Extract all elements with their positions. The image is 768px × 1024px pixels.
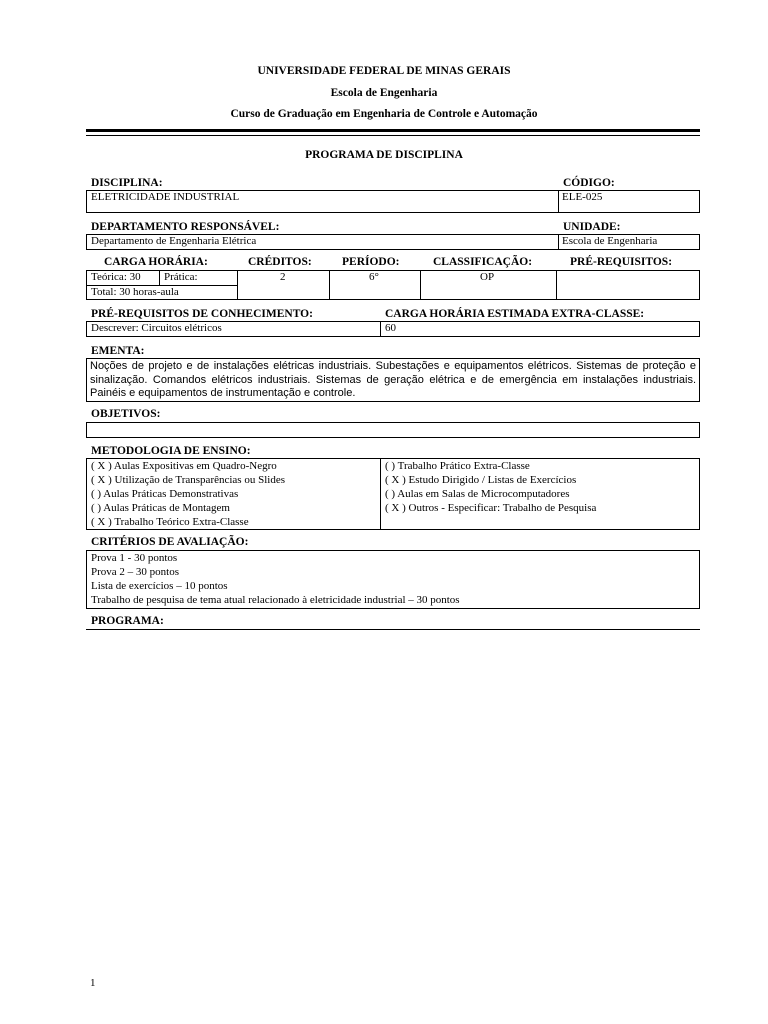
prerequisitos-header: PRÉ-REQUISITOS: bbox=[570, 256, 673, 268]
prereq-conhecimento-value: Descrever: Circuitos elétricos bbox=[91, 322, 222, 334]
unidade-label: UNIDADE: bbox=[563, 221, 621, 233]
criterios-list bbox=[91, 551, 460, 607]
programa-label: PROGRAMA: bbox=[91, 615, 164, 627]
page-number: 1 bbox=[90, 977, 96, 989]
ementa-label: EMENTA: bbox=[91, 345, 145, 357]
metodologia-divider bbox=[380, 458, 381, 530]
document-title: PROGRAMA DE DISCIPLINA bbox=[305, 149, 463, 161]
unidade-value: Escola de Engenharia bbox=[562, 235, 658, 247]
header-thick-rule bbox=[86, 129, 700, 132]
carga-horaria-header: CARGA HORÁRIA: bbox=[104, 256, 208, 268]
creditos-header: CRÉDITOS: bbox=[248, 256, 312, 268]
disciplina-label: DISCIPLINA: bbox=[91, 177, 163, 189]
carga-col-divider-4 bbox=[556, 270, 557, 300]
carga-pratica: Prática: bbox=[164, 271, 198, 283]
metodologia-item: ( ) Aulas em Salas de Microcomputadores bbox=[385, 488, 570, 500]
metodologia-item: ( ) Aulas Práticas Demonstrativas bbox=[91, 488, 239, 500]
metodologia-item: ( ) Aulas Práticas de Montagem bbox=[91, 502, 230, 514]
carga-col-divider-3 bbox=[420, 270, 421, 300]
header-thin-rule bbox=[86, 135, 700, 136]
codigo-value: ELE-025 bbox=[562, 191, 603, 203]
criterio-item: Prova 2 – 30 pontos bbox=[91, 566, 179, 578]
metodologia-item: ( X ) Utilização de Transparências ou Slides bbox=[91, 474, 285, 486]
carga-teorica: Teórica: 30 bbox=[91, 271, 141, 283]
carga-col-divider-2 bbox=[329, 270, 330, 300]
codigo-label: CÓDIGO: bbox=[563, 177, 615, 189]
periodo-value: 6° bbox=[369, 271, 379, 283]
metodologia-item: ( X ) Aulas Expositivas em Quadro-Negro bbox=[91, 460, 277, 472]
ementa-text: Noções de projeto e de instalações elétricas industriais. Subestações e equipamentos elétricos. Sistemas de proteção e sinalização. Comandos elétricos industriais. Sistemas de geração elétrica e de emergência em instalações industriais. Painéis e equipamentos de instrumentação e controle. bbox=[90, 360, 696, 399]
departamento-value: Departamento de Engenharia Elétrica bbox=[91, 235, 257, 247]
carga-col-divider-1 bbox=[237, 270, 238, 300]
carga-extra-label: CARGA HORÁRIA ESTIMADA EXTRA-CLASSE: bbox=[385, 308, 645, 320]
departamento-label: DEPARTAMENTO RESPONSÁVEL: bbox=[91, 221, 280, 233]
prereq-conhecimento-label: PRÉ-REQUISITOS DE CONHECIMENTO: bbox=[91, 308, 313, 320]
criterio-item: Prova 1 - 30 pontos bbox=[91, 552, 178, 564]
school-name: Escola de Engenharia bbox=[330, 87, 438, 99]
carga-extra-value: 60 bbox=[385, 322, 396, 334]
carga-teorica-divider bbox=[159, 270, 160, 285]
disciplina-value: ELETRICIDADE INDUSTRIAL bbox=[91, 191, 240, 203]
classificacao-header: CLASSIFICAÇÃO: bbox=[433, 256, 533, 268]
metodologia-item: ( X ) Estudo Dirigido / Listas de Exercícios bbox=[385, 474, 577, 486]
disciplina-divider bbox=[558, 190, 559, 213]
classificacao-value: OP bbox=[480, 271, 495, 283]
carga-total: Total: 30 horas-aula bbox=[91, 286, 179, 298]
metodologia-item: ( X ) Outros - Especificar: Trabalho de Pesquisa bbox=[385, 502, 597, 514]
metodologia-item: ( X ) Trabalho Teórico Extra-Classe bbox=[91, 516, 249, 528]
prereq-divider bbox=[380, 321, 381, 337]
course-name: Curso de Graduação em Engenharia de Controle e Automação bbox=[230, 108, 538, 120]
criterio-item: Trabalho de pesquisa de tema atual relacionado à eletricidade industrial – 30 pontos bbox=[91, 594, 460, 606]
metodologia-left-list bbox=[91, 459, 285, 529]
departamento-divider bbox=[558, 234, 559, 250]
criterio-item: Lista de exercícios – 10 pontos bbox=[91, 580, 228, 592]
creditos-value: 2 bbox=[280, 271, 286, 283]
periodo-header: PERÍODO: bbox=[342, 256, 400, 268]
objetivos-label: OBJETIVOS: bbox=[91, 408, 161, 420]
metodologia-item: ( ) Trabalho Prático Extra-Classe bbox=[385, 460, 530, 472]
metodologia-right-list bbox=[385, 459, 596, 515]
metodologia-label: METODOLOGIA DE ENSINO: bbox=[91, 445, 251, 457]
programa-rule bbox=[86, 629, 700, 630]
criterios-label: CRITÉRIOS DE AVALIAÇÃO: bbox=[91, 536, 249, 548]
objetivos-box bbox=[86, 422, 700, 438]
university-name: UNIVERSIDADE FEDERAL DE MINAS GERAIS bbox=[257, 65, 511, 77]
